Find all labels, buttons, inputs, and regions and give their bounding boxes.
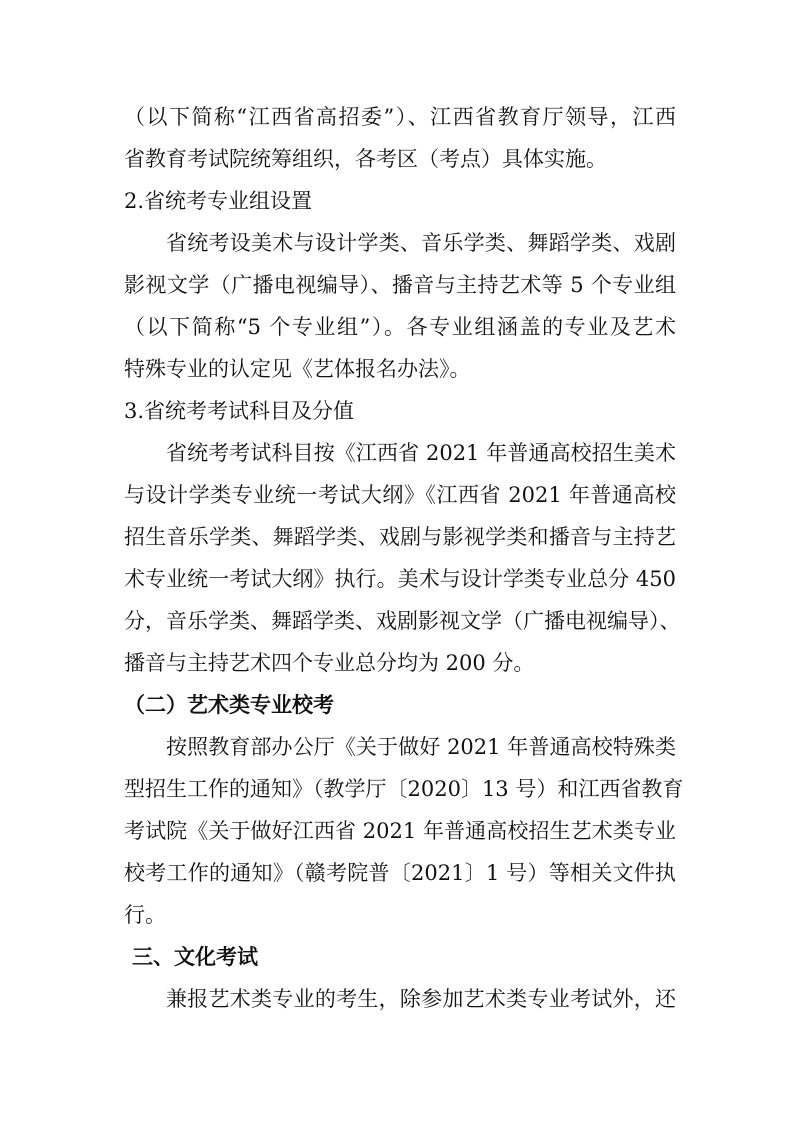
body-text-line: 省统考设美术与设计学类、音乐学类、舞蹈学类、戏剧 xyxy=(166,231,676,255)
section-subheading: 3.省统考考试科目及分值 xyxy=(124,399,355,423)
body-text-line: 影视文学（广播电视编导）、播音与主持艺术等 5 个专业组 xyxy=(124,273,676,297)
body-text-line: 省统考考试科目按《江西省 2021 年普通高校招生美术 xyxy=(166,441,676,465)
body-text-line: 行。 xyxy=(124,903,166,927)
body-text-line: 招生音乐学类、舞蹈学类、戏剧与影视学类和播音与主持艺 xyxy=(124,525,676,549)
body-text-line: 省教育考试院统筹组织，各考区（考点）具体实施。 xyxy=(124,147,607,171)
body-text-line: 术专业统一考试大纲》执行。美术与设计学类专业总分 450 xyxy=(124,567,676,591)
body-text-line: 按照教育部办公厅《关于做好 2021 年普通高校特殊类 xyxy=(166,735,676,759)
body-text-line: 型招生工作的通知》（教学厅〔2020〕13 号）和江西省教育 xyxy=(124,777,684,801)
body-text-line: 与设计学类专业统一考试大纲》《江西省 2021 年普通高校 xyxy=(124,483,676,507)
body-text-line: （以下简称“5 个专业组”）。各专业组涵盖的专业及艺术 xyxy=(124,315,676,339)
body-text-line: 校考工作的通知》（赣考院普〔2021〕1 号）等相关文件执 xyxy=(124,861,676,885)
body-text-line: 特殊专业的认定见《艺体报名办法》。 xyxy=(124,357,471,381)
chapter-heading: 三、文化考试 xyxy=(132,945,258,969)
body-text-line: （以下简称“江西省高招委”）、江西省教育厅领导，江西 xyxy=(124,105,676,129)
body-text-line: 分，音乐学类、舞蹈学类、戏剧影视文学（广播电视编导）、 xyxy=(124,609,681,633)
body-text-line: 兼报艺术类专业的考生，除参加艺术类专业考试外，还 xyxy=(166,987,676,1011)
body-text-line: 播音与主持艺术四个专业总分均为 200 分。 xyxy=(124,651,535,675)
body-text-line: 考试院《关于做好江西省 2021 年普通高校招生艺术类专业 xyxy=(124,819,676,843)
section-subheading: 2.省统考专业组设置 xyxy=(124,189,313,213)
section-heading: （二）艺术类专业校考 xyxy=(124,693,334,717)
